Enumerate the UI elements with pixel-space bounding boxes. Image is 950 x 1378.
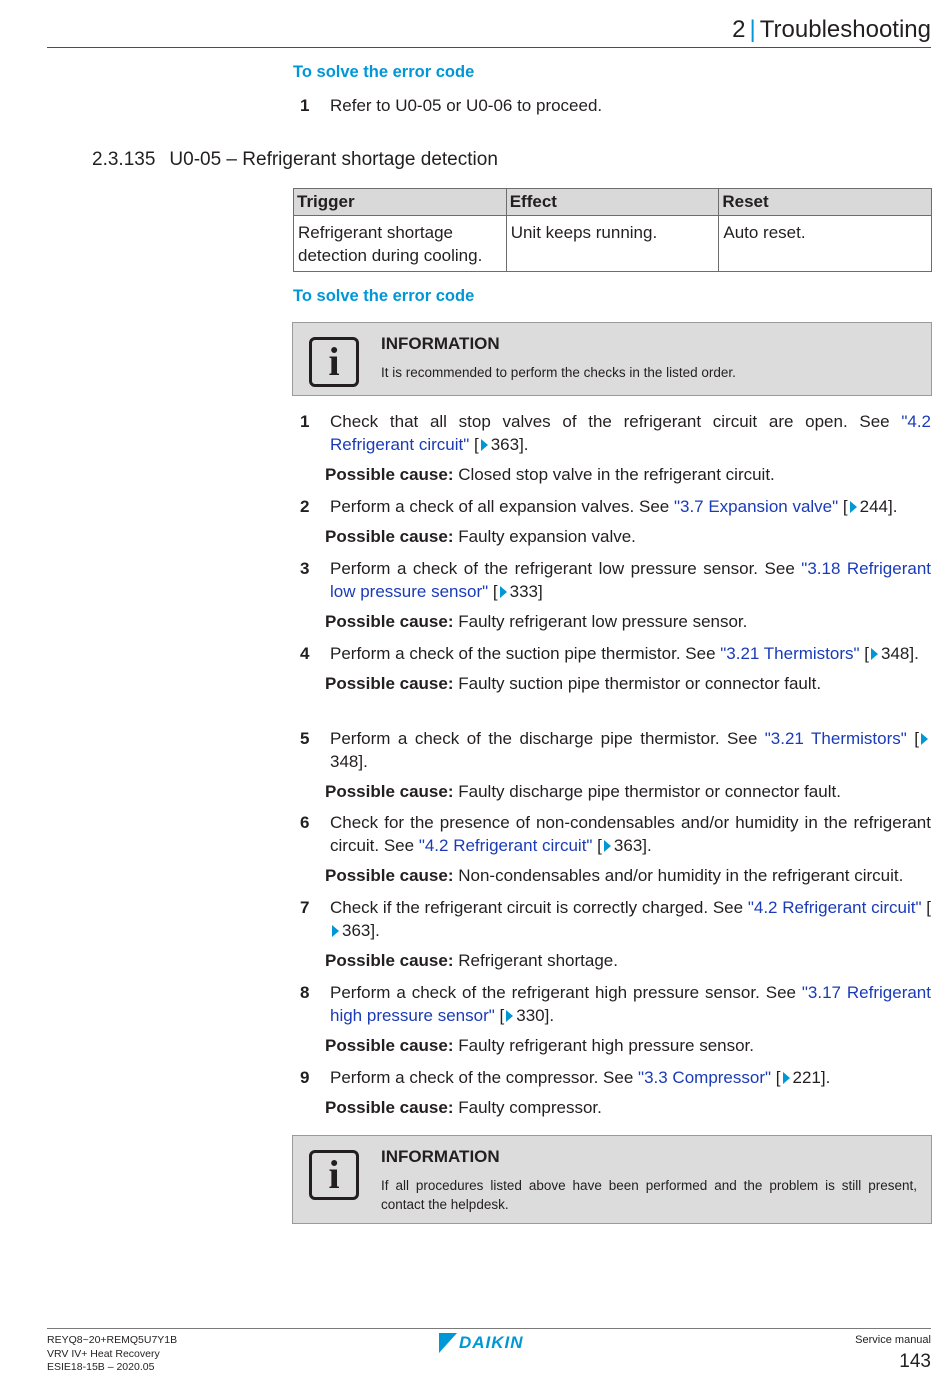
page-reference[interactable]: 330 (516, 1006, 545, 1025)
step-instruction: Check that all stop valves of the refrigerant circuit are open. See (330, 412, 902, 431)
page-reference[interactable]: 333 (509, 582, 538, 601)
step-instruction: Perform a check of the compressor. See (330, 1068, 639, 1087)
page-reference[interactable]: 348 (881, 644, 910, 663)
cross-reference-link[interactable]: "4.2 Refrigerant circuit" (418, 836, 593, 855)
list-item (300, 811, 931, 887)
information-text: If all procedures listed above have been performed and the problem is still present, contact the helpdesk. (381, 1178, 917, 1212)
cross-reference-link[interactable]: "4.2 Refrigerant circuit" (330, 412, 931, 454)
possible-cause-text: Non-condensables and/or humidity in the refrigerant circuit. (458, 866, 904, 885)
possible-cause-text: Faulty expansion valve. (458, 527, 636, 546)
solve-error-subhead-top: To solve the error code (293, 63, 475, 81)
chapter-heading (732, 16, 931, 44)
possible-cause (325, 525, 931, 548)
reference-close: ]. (519, 435, 529, 454)
table-header-effect: Effect (506, 189, 719, 216)
information-text: It is recommended to perform the checks in the listed order. (381, 365, 736, 380)
cross-reference-link[interactable]: "3.3 Compressor" (638, 1068, 772, 1087)
possible-cause (325, 672, 931, 695)
possible-cause (325, 949, 931, 972)
page-reference[interactable]: 244 (859, 497, 889, 516)
possible-cause-label: Possible cause: (325, 1098, 454, 1117)
page-reference[interactable]: 348 (330, 752, 359, 771)
reference-close: ]. (642, 836, 652, 855)
page-header (47, 14, 931, 48)
cross-reference-link[interactable]: "3.17 Refrigerant high pressure sensor" (330, 983, 931, 1025)
possible-cause-text: Faulty refrigerant low pressure sensor. (458, 612, 748, 631)
footer-manual-label: Service manual (855, 1334, 931, 1346)
step-instruction: Check if the refrigerant circuit is correctly charged. See (330, 898, 748, 917)
table-cell-trigger: Refrigerant shortage detection during cooling. (294, 216, 507, 272)
step-number: 5 (300, 729, 310, 748)
step-text: Check for the presence of non-condensables and/or humidity in the refrigerant circuit. See "4.2 Refrigerant circuit" [ 363]. (330, 813, 931, 855)
list-item (300, 495, 931, 548)
info-icon: i (309, 1150, 359, 1200)
page-reference[interactable]: 363 (613, 836, 643, 855)
possible-cause-label: Possible cause: (325, 612, 454, 631)
footer-model: REYQ8~20+REMQ5U7Y1B (47, 1334, 178, 1346)
cross-reference-link[interactable]: "3.21 Thermistors" (720, 644, 860, 663)
step-text: Perform a check of the refrigerant high pressure sensor. See "3.17 Refrigerant high pressure sensor" [ 330]. (330, 983, 931, 1025)
step-text: Perform a check of the suction pipe thermistor. See "3.21 Thermistors" [ 348]. (330, 644, 919, 663)
list-item (300, 1066, 931, 1119)
step-number: 8 (300, 983, 310, 1002)
chapter-title: Troubleshooting (759, 16, 931, 43)
step-text: Check that all stop valves of the refrigerant circuit are open. See "4.2 Refrigerant circuit" [ 363]. (330, 412, 931, 454)
information-title: INFORMATION (381, 334, 500, 353)
page-number: 143 (899, 1351, 931, 1372)
page-arrow-icon (850, 501, 857, 513)
reference-close: ]. (820, 1068, 831, 1087)
step-number: 9 (300, 1068, 310, 1087)
reference-close: ]. (370, 921, 380, 940)
possible-cause (325, 610, 931, 633)
possible-cause (325, 1096, 931, 1119)
page-arrow-icon (604, 840, 611, 852)
table-row (294, 216, 932, 272)
possible-cause-label: Possible cause: (325, 465, 454, 484)
reference-close: ]. (888, 497, 898, 516)
step-instruction: Perform a check of the suction pipe thermistor. See (330, 644, 721, 663)
information-box-final (292, 1135, 932, 1224)
possible-cause-label: Possible cause: (325, 866, 454, 885)
reference-close: ]. (544, 1006, 555, 1025)
step-number: 6 (300, 813, 310, 832)
information-title: INFORMATION (381, 1147, 500, 1166)
section-number: 2.3.135 (92, 149, 156, 170)
daikin-logo-text: DAIKIN (459, 1333, 524, 1352)
page-arrow-icon (506, 1010, 513, 1022)
step-number: 2 (300, 497, 310, 516)
step-text: Perform a check of the compressor. See "3.3 Compressor" [ 221]. (330, 1068, 831, 1087)
cross-reference-link[interactable]: "3.21 Thermistors" (764, 729, 907, 748)
reference-close: ]. (358, 752, 368, 771)
page-arrow-icon (481, 439, 488, 451)
possible-cause (325, 463, 931, 486)
table-header-reset: Reset (719, 189, 932, 216)
step-text: Perform a check of the refrigerant low pressure sensor. See "3.18 Refrigerant low pressure sensor" [ 333] (330, 559, 931, 601)
list-item (300, 727, 931, 803)
possible-cause-label: Possible cause: (325, 782, 454, 801)
step-instruction: Perform a check of all expansion valves. See (330, 497, 674, 516)
information-box (292, 322, 932, 396)
page-arrow-icon (921, 733, 928, 745)
possible-cause-label: Possible cause: (325, 951, 454, 970)
reference-close: ]. (909, 644, 919, 663)
page-arrow-icon (871, 648, 878, 660)
step-number: 3 (300, 559, 310, 578)
list-item (300, 557, 931, 633)
solve-error-subhead: To solve the error code (293, 287, 475, 305)
table-cell-reset: Auto reset. (719, 216, 932, 272)
info-icon: i (309, 337, 359, 387)
page-reference[interactable]: 363 (490, 435, 520, 454)
step-instruction: Perform a check of the discharge pipe thermistor. See (330, 729, 765, 748)
step-number: 1 (300, 96, 310, 115)
possible-cause-text: Faulty refrigerant high pressure sensor. (458, 1036, 755, 1055)
footer-product: VRV IV+ Heat Recovery (47, 1347, 160, 1360)
page-reference[interactable]: 221 (792, 1068, 821, 1087)
possible-cause-text: Faulty suction pipe thermistor or connector fault. (458, 674, 822, 693)
possible-cause (325, 780, 931, 803)
footer-doc-code: ESIE18-15B – 2020.05 (47, 1361, 155, 1373)
cross-reference-link[interactable]: "3.7 Expansion valve" (673, 497, 839, 516)
possible-cause-text: Closed stop valve in the refrigerant circuit. (458, 465, 775, 484)
table-cell-effect: Unit keeps running. (506, 216, 719, 272)
list-item (300, 981, 931, 1057)
page-arrow-icon (332, 925, 339, 937)
header-separator: | (749, 16, 756, 43)
step-number: 4 (300, 644, 310, 663)
daikin-logo (439, 1333, 524, 1353)
step-text: Refer to U0-05 or U0-06 to proceed. (330, 96, 603, 115)
footer-doc-info (47, 1334, 177, 1375)
possible-cause-text: Faulty discharge pipe thermistor or connector fault. (458, 782, 841, 801)
top-step (300, 94, 931, 117)
cross-reference-link[interactable]: "3.18 Refrigerant low pressure sensor" (330, 559, 931, 601)
possible-cause-label: Possible cause: (325, 1036, 454, 1055)
possible-cause-label: Possible cause: (325, 674, 454, 693)
reference-close: ] (537, 582, 543, 601)
page-arrow-icon (783, 1072, 790, 1084)
step-instruction: Check for the presence of non-condensables and/or humidity in the refrigerant circuit. See (330, 813, 931, 855)
page-footer (47, 1328, 931, 1373)
possible-cause (325, 1034, 931, 1057)
page-reference[interactable]: 363 (342, 921, 371, 940)
step-text: Perform a check of the discharge pipe thermistor. See "3.21 Thermistors" [348]. (330, 727, 931, 773)
daikin-logo-mark-icon (439, 1333, 457, 1353)
possible-cause-text: Refrigerant shortage. (458, 951, 618, 970)
step-text: Perform a check of all expansion valves. See "3.7 Expansion valve" [ 244]. (330, 497, 898, 516)
table-header-trigger: Trigger (294, 189, 507, 216)
section-heading: U0-05 – Refrigerant shortage detection (169, 149, 498, 170)
page-arrow-icon (500, 586, 507, 598)
cross-reference-link[interactable]: "4.2 Refrigerant circuit" (747, 898, 922, 917)
list-item (300, 896, 931, 972)
list-item (300, 410, 931, 486)
step-instruction: Perform a check of the refrigerant low pressure sensor. See (330, 559, 802, 578)
step-instruction: Perform a check of the refrigerant high pressure sensor. See (330, 983, 802, 1002)
trigger-effect-reset-table (293, 188, 932, 272)
step-text: Check if the refrigerant circuit is correctly charged. See "4.2 Refrigerant circuit" [363]. (330, 898, 931, 940)
step-number: 7 (300, 898, 310, 917)
possible-cause (325, 864, 931, 887)
step-number: 1 (300, 412, 310, 431)
chapter-number: 2 (732, 16, 746, 43)
list-item (300, 642, 931, 695)
section-title (92, 149, 498, 171)
possible-cause-text: Faulty compressor. (458, 1098, 602, 1117)
possible-cause-label: Possible cause: (325, 527, 454, 546)
